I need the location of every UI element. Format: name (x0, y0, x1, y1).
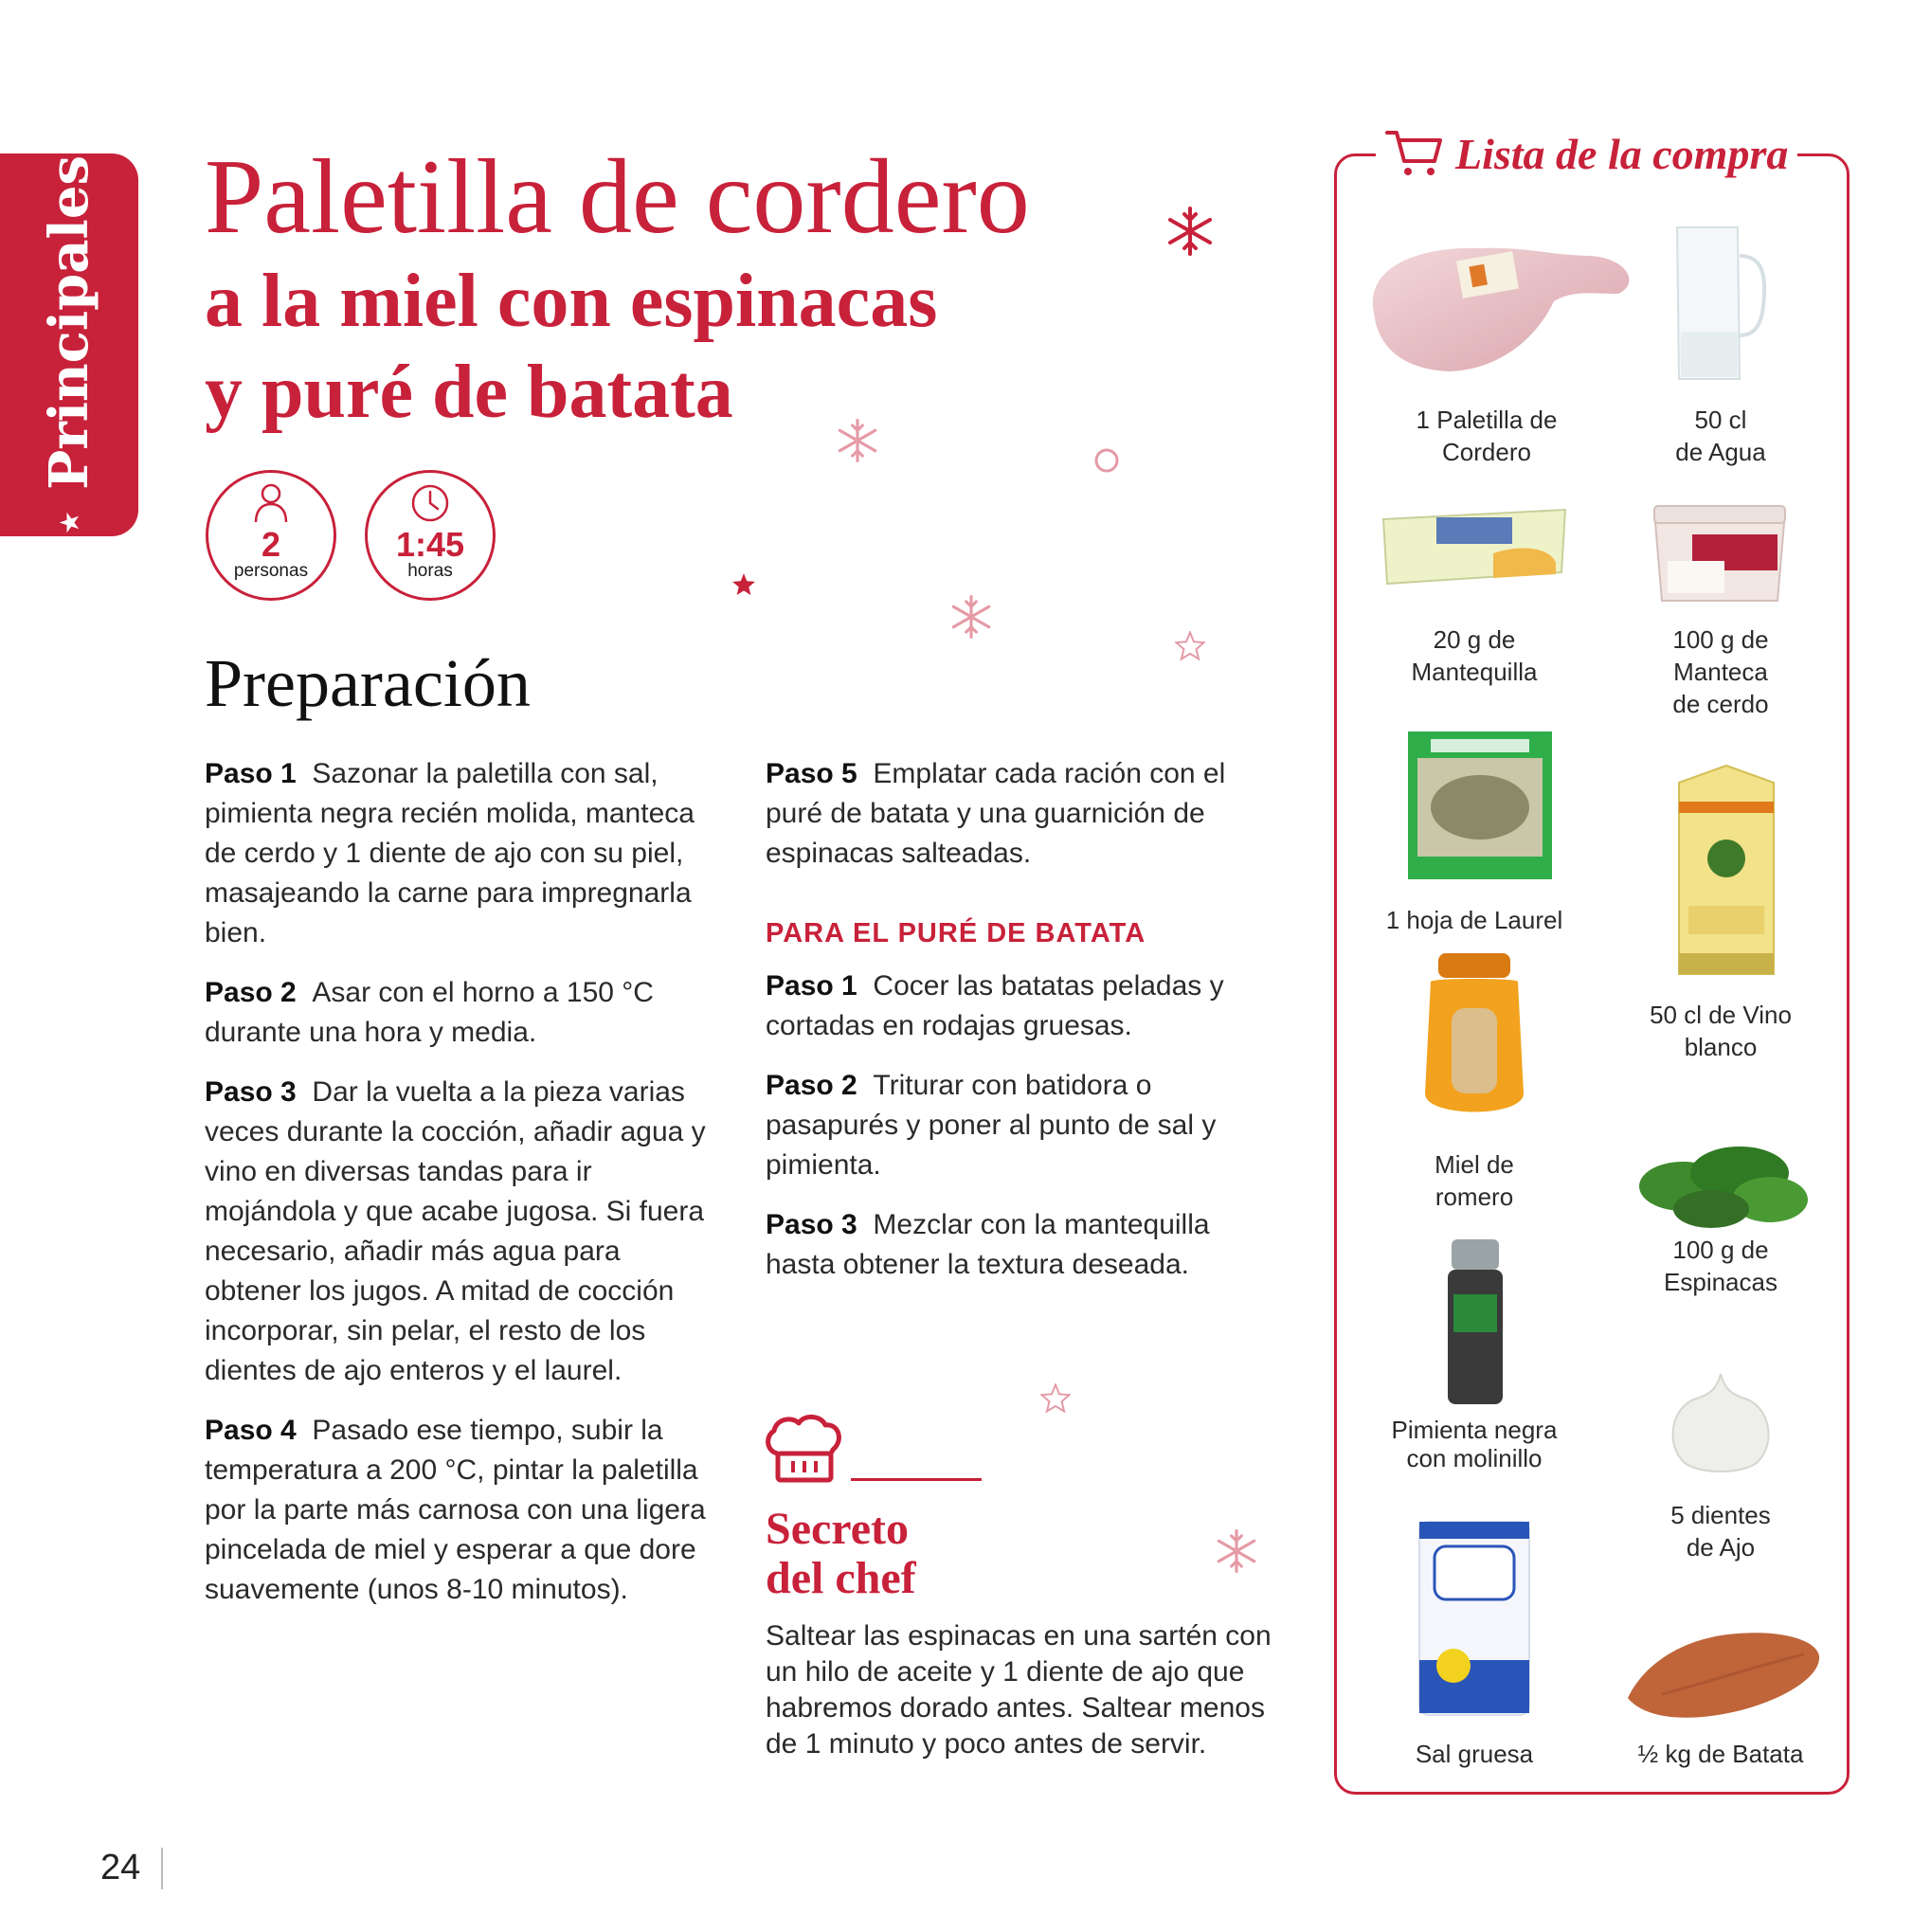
sweet-potato-image (1624, 1618, 1823, 1723)
servings-badge (206, 470, 336, 601)
chef-secret-text: Saltear las espinacas en una sartén con un hilo de aceite y 1 diente de ajo que habremos dorado antes. Saltear menos de 1 minuto y poco antes de servir. (766, 1620, 1272, 1760)
snowflake-icon (834, 417, 881, 464)
page-number-divider (161, 1848, 163, 1889)
time-value: 1:45 (395, 525, 465, 564)
lard-tub-image (1649, 502, 1791, 606)
shopping-item-line: ½ kg de Batata (1637, 1740, 1804, 1768)
snowflake-icon (947, 593, 995, 641)
step-paragraph (205, 973, 716, 1053)
step-label: Paso 1 (766, 970, 857, 1002)
step-text: Sazonar la paletilla con sal, pimienta negra recién molida, manteca de cerdo y 1 diente de ajo con su piel, masajeando la carne para impregnarla bien. (205, 758, 695, 948)
step-paragraph (205, 1073, 716, 1391)
shopping-item-line: Manteca (1673, 658, 1768, 686)
page-number: 24 (100, 1848, 141, 1887)
shopping-item-line: Espinacas (1664, 1268, 1778, 1296)
step-label: Paso 3 (205, 1076, 297, 1108)
shopping-item (1382, 404, 1591, 468)
star-outline-icon (1175, 631, 1205, 661)
shopping-item (1616, 1234, 1825, 1298)
section-tab-label: Principales (38, 155, 100, 490)
pure-step (766, 966, 1277, 1046)
step-text: Triturar con batidora o pasapurés y poner al punto de sal y pimienta. (766, 1070, 1217, 1181)
step-text: Asar con el horno a 150 °C durante una hora y media. (205, 977, 654, 1048)
honey-jar-image (1417, 951, 1531, 1128)
star-ornament-icon (731, 572, 756, 597)
step-label: Paso 5 (766, 758, 857, 789)
servings-unit: personas (233, 561, 309, 581)
preparation-heading: Preparación (205, 645, 531, 721)
person-icon (252, 482, 290, 524)
circle-ornament-icon (1093, 447, 1120, 474)
shopping-item-line: 1 hoja de Laurel (1385, 906, 1563, 934)
step-label: Paso 3 (766, 1209, 857, 1240)
shopping-item (1616, 1738, 1825, 1770)
butter-image (1380, 506, 1569, 591)
step-text: Pasado ese tiempo, subir la temperatura a 200 °C, pintar la paletilla por la parte más carnosa con una ligera pincelada de miel y esperar a que dore suavemente (unos 8-10 minutos). (205, 1415, 706, 1605)
star-icon: ★ (54, 510, 84, 534)
step-label: Paso 1 (205, 758, 297, 789)
star-outline-icon (1040, 1383, 1071, 1414)
step-text: Emplatar cada ración con el puré de batata y una guarnición de espinacas salteadas. (766, 758, 1226, 869)
chef-secret-title (766, 1505, 916, 1603)
step-paragraph (205, 754, 716, 953)
shopping-item-line: de Agua (1675, 438, 1766, 466)
shopping-item (1370, 1738, 1579, 1770)
pure-heading: PARA EL PURÉ DE BATATA (766, 918, 1146, 948)
shopping-item-line: de cerdo (1672, 690, 1769, 718)
shopping-item-line: blanco (1684, 1033, 1758, 1061)
coarse-salt-image (1416, 1518, 1533, 1719)
shopping-item (1616, 623, 1825, 720)
pure-step (766, 1205, 1277, 1285)
step-paragraph (205, 1411, 716, 1610)
section-tab (0, 153, 138, 536)
shopping-item-line: Sal gruesa (1415, 1740, 1534, 1768)
shopping-item-line: Miel de (1435, 1150, 1514, 1179)
clock-icon (409, 482, 451, 524)
lamb-shoulder-image (1364, 227, 1639, 379)
servings-value: 2 (261, 525, 281, 564)
garlic-image (1666, 1370, 1776, 1474)
shopping-item-line: de Ajo (1686, 1533, 1756, 1562)
shopping-item (1370, 1416, 1579, 1472)
shopping-item-line: romero (1435, 1183, 1514, 1211)
shopping-item-line: 100 g de (1672, 1236, 1769, 1264)
shopping-item-line: Mantequilla (1411, 658, 1538, 686)
step-label: Paso 2 (766, 1070, 857, 1101)
snowflake-icon (1164, 205, 1217, 258)
shopping-item (1616, 404, 1825, 468)
shopping-item-line: con molinillo (1406, 1444, 1543, 1472)
shopping-list-header (1376, 127, 1797, 180)
pepper-grinder-image (1442, 1237, 1508, 1408)
shopping-item-line: 20 g de (1433, 625, 1516, 654)
pure-step (766, 1066, 1277, 1185)
shopping-item (1370, 1148, 1579, 1213)
shopping-item-line: Cordero (1442, 438, 1531, 466)
step-paragraph (766, 754, 1277, 874)
shopping-item-line: 100 g de (1672, 625, 1769, 654)
step-text: Dar la vuelta a la pieza varias veces durante la cocción, añadir agua y vino en diversas tandas para ir mojándola y que acabe jugosa. Si fuera necesario, añadir más agua para obtener los jugos. A mitad de cocción incorporar, sin pelar, el resto de los dientes de ajo enteros y el laurel. (205, 1076, 706, 1386)
step-text: Mezclar con la mantequilla hasta obtener la textura deseada. (766, 1209, 1210, 1280)
chef-hat-icon (763, 1412, 844, 1484)
spinach-image (1635, 1129, 1812, 1234)
shopping-item (1370, 904, 1579, 936)
water-jug-image (1664, 218, 1778, 388)
time-badge (365, 470, 496, 601)
bay-leaf-image (1406, 730, 1554, 881)
chef-divider (851, 1478, 982, 1481)
shopping-item (1616, 999, 1825, 1063)
shopping-item-line: 5 dientes (1670, 1501, 1771, 1529)
shopping-item-line: 50 cl de Vino (1650, 1001, 1792, 1029)
shopping-item-line: 1 Paletilla de (1416, 406, 1558, 434)
recipe-subtitle (205, 256, 937, 438)
recipe-subtitle-line2: y puré de batata (205, 351, 733, 434)
step-label: Paso 4 (205, 1415, 297, 1446)
preparation-steps-left (205, 754, 716, 1630)
white-wine-carton-image (1669, 764, 1783, 978)
step-label: Paso 2 (205, 977, 297, 1008)
chef-title-line2: del chef (766, 1553, 916, 1603)
shopping-item-line: Pimienta negra (1391, 1416, 1558, 1444)
recipe-title: Paletilla de cordero (205, 138, 1030, 256)
step-text: Cocer las batatas peladas y cortadas en rodajas gruesas. (766, 970, 1224, 1041)
snowflake-icon (1213, 1527, 1260, 1575)
shopping-item (1370, 623, 1579, 688)
shopping-item-line: 50 cl (1694, 406, 1747, 434)
preparation-steps-right (766, 754, 1277, 1305)
time-unit: horas (407, 561, 453, 581)
chef-title-line1: Secreto (766, 1504, 910, 1554)
recipe-subtitle-line1: a la miel con espinacas (205, 260, 938, 343)
cart-icon (1385, 127, 1444, 180)
shopping-list-title: Lista de la compra (1455, 129, 1789, 178)
shopping-item (1616, 1499, 1825, 1563)
